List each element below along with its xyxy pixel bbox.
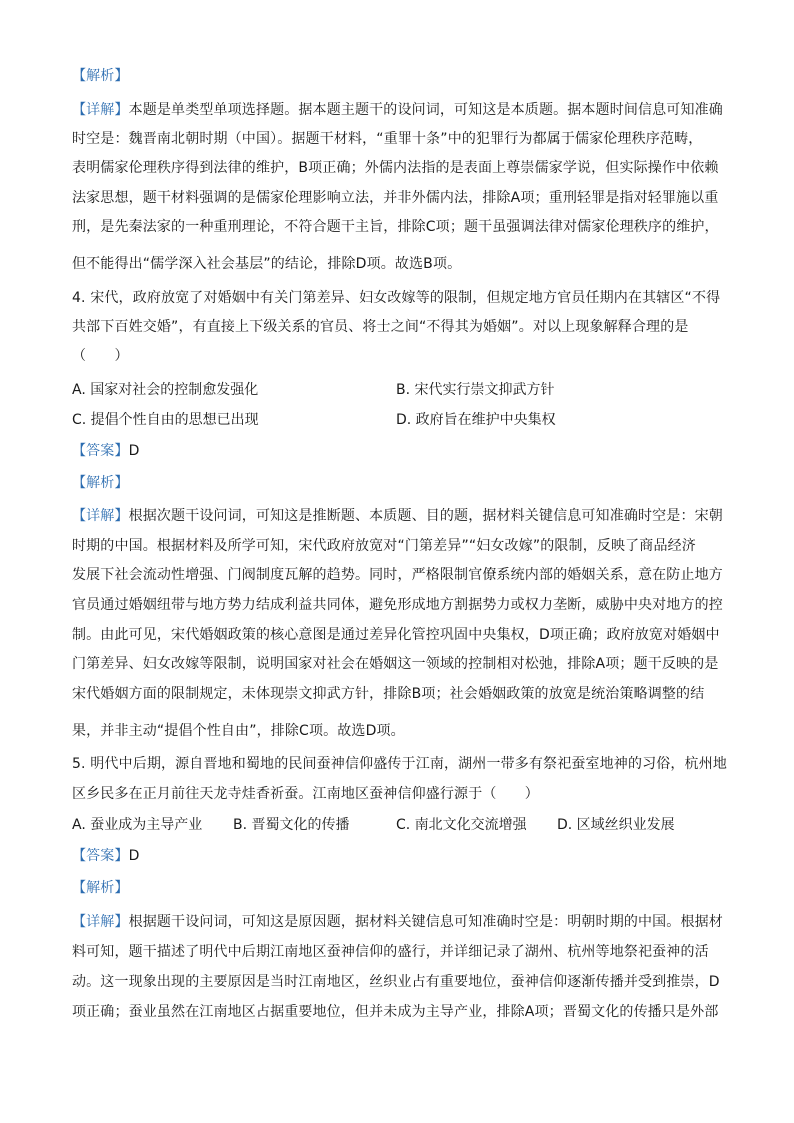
option-d: D. 区域丝织业发展 [557, 817, 675, 833]
detail-line: 刑，是先秦法家的一种重刑理论，不符合题干主旨，排除C项；题干虽强调法律对儒家伦理秩序的维护， [72, 219, 719, 235]
analysis-heading: 【解析】 [72, 68, 129, 84]
option-a: A. 蚕业成为主导产业 [72, 817, 203, 833]
answer-line [72, 846, 724, 866]
option-b: B. 晋蜀文化的传播 [233, 817, 350, 833]
detail-line: 表明儒家伦理秩序得到法律的维护，B项正确；外儒内法指的是表面上尊崇儒家学说，但实际操作中依赖 [72, 160, 719, 176]
question-stem: 共部下百姓交婚”，有直接上下级关系的官员、将士之间“不得其为婚姻”。对以上现象解释合理的是 [72, 319, 689, 335]
question-stem: 5. 明代中后期，源自晋地和蜀地的民间蚕神信仰盛传于江南，湖州一带多有祭祀蚕室地神的习俗，杭州地 [72, 756, 728, 772]
detail-line: 法家思想，题干材料强调的是儒家伦理影响立法，并非外儒内法，排除A项；重刑轻罪是指对轻罪施以重 [72, 190, 719, 206]
option-b: B. 宋代实行崇文抑武方针 [396, 382, 555, 398]
detail-line: 【详解】本题是单类型单项选择题。据本题主题干的设问词，可知这是本质题。据本题时间信息可知准确 [72, 102, 723, 118]
detail-line: 发展下社会流动性增强、门阀制度瓦解的趋势。同时，严格限制官僚系统内部的婚姻关系，意在防止地方 [72, 567, 723, 583]
detail-line: 制。由此可见，宋代婚姻政策的核心意图是通过差异化管控巩固中央集权，D项正确；政府放宽对婚姻中 [72, 627, 720, 643]
detail-heading: 【详解】 [72, 508, 129, 524]
question-stem: 4. 宋代，政府放宽了对婚姻中有关门第差异、妇女改嫁等的限制，但规定地方官员任期内在其辖区“不得 [72, 290, 721, 306]
detail-line: 项正确；蚕业虽然在江南地区占据重要地位，但并未成为主导产业，排除A项；晋蜀文化的传播只是外部 [72, 1004, 719, 1020]
answer-value: D [128, 848, 140, 864]
detail-line: 宋代婚姻方面的限制规定，未体现崇文抑武方针，排除B项；社会婚姻政策的放宽是统治策略调整的结 [72, 686, 705, 702]
answer-value: D [128, 443, 140, 459]
detail-heading: 【详解】 [72, 102, 129, 118]
answer-line [72, 441, 724, 461]
question-stem: 区乡民多在正月前往天龙寺烓香祈蚕。江南地区蚕神信仰盛行源于（ ） [72, 786, 539, 802]
analysis-heading: 【解析】 [72, 880, 129, 896]
question-stem: （ ） [72, 348, 129, 364]
detail-line: 料可知，题干描述了明代中后期江南地区蚕神信仰的盛行，并详细记录了湖州、杭州等地祭祀蚕神的活 [72, 944, 709, 960]
analysis-heading: 【解析】 [72, 475, 129, 491]
option-c: C. 南北文化交流增强 [396, 817, 527, 833]
answer-heading: 【答案】 [72, 443, 129, 459]
detail-line: 【详解】根据题干设问词，可知这是原因题，据材料关键信息可知准确时空是：明朝时期的中国。根据材 [72, 914, 723, 930]
detail-line: 果，并非主动“提倡个性自由”，排除C项。故选D项。 [72, 723, 405, 739]
detail-line: 时空是：魏晋南北朝时期（中国）。据题干材料，“重罪十条”中的犯罪行为都属于儒家伦理秩序范畴， [72, 131, 703, 147]
option-a: A. 国家对社会的控制愈发强化 [72, 382, 259, 398]
detail-line: 门第差异、妇女改嫁等限制，说明国家对社会在婚姻这一领域的控制相对松弛，排除A项；题干反映的是 [72, 656, 719, 672]
option-d: D. 政府旨在维护中央集权 [396, 412, 556, 428]
option-c: C. 提倡个性自由的思想已出现 [72, 412, 259, 428]
detail-line: 但不能得出“儒学深入社会基层”的结论，排除D项。故选B项。 [72, 256, 462, 272]
detail-line: 时期的中国。根据材料及所学可知，宋代政府放宽对“门第差异”“妇女改嫁”的限制，反映了商品经济 [72, 538, 696, 554]
detail-line: 动。这一现象出现的主要原因是当时江南地区，丝织业占有重要地位，蚕神信仰逐渐传播并受到推崇，D [72, 974, 720, 990]
answer-heading: 【答案】 [72, 848, 129, 864]
detail-line: 【详解】根据次题干设问词，可知这是推断题、本质题、目的题，据材料关键信息可知准确时空是：宋朝 [72, 508, 723, 524]
detail-line: 官员通过婚姻纽带与地方势力结成利益共同体，避免形成地方割据势力或权力垄断，威胁中央对地方的控 [72, 597, 723, 613]
detail-heading: 【详解】 [72, 914, 129, 930]
